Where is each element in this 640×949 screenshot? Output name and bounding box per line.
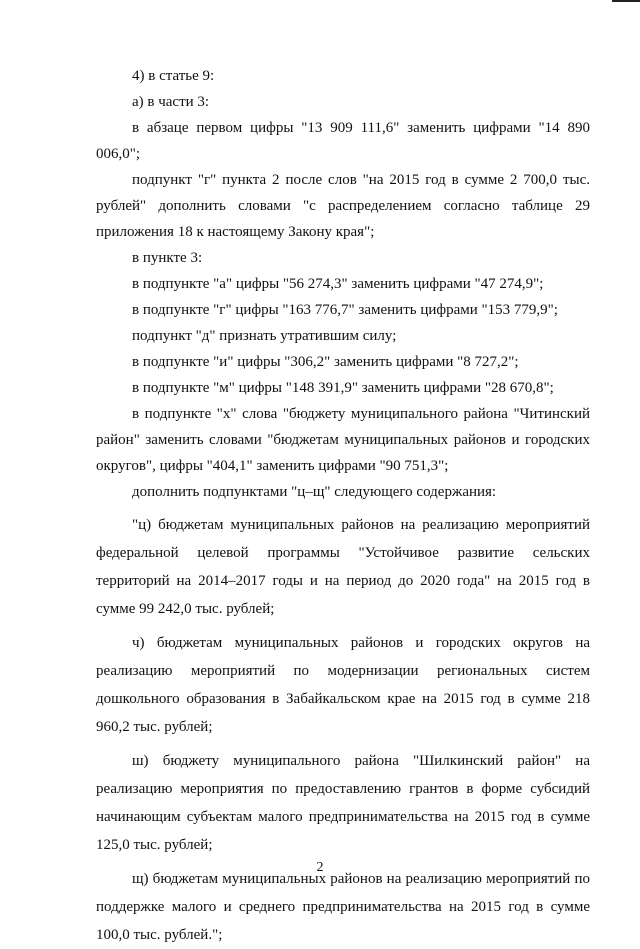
- paragraph-abzats-first: в абзаце первом цифры "13 909 111,6" заменить цифрами "14 890 006,0";: [96, 120, 590, 162]
- paragraph-subpoint-m: в подпункте "м" цифры "148 391,9" заменить цифрами "28 670,8";: [132, 380, 554, 396]
- paragraph-subpoint-g: подпункт "г" пункта 2 после слов "на 2015 год в сумме 2 700,0 тыс. рублей" дополнить словами "с распределением согласно таблице 29 приложения 18 к настоящему Закону края";: [96, 172, 590, 240]
- page-number: 2: [316, 860, 324, 875]
- scan-corner-mark: [612, 0, 640, 2]
- paragraph-subpoint-ch: ч) бюджетам муниципальных районов и городских округов на реализацию мероприятий по модернизации региональных систем дошкольного образования в Забайкальском крае на 2015 год в сумме 218 960,2 тыс. рублей;: [96, 635, 590, 735]
- paragraph-subpoint-g2: в подпункте "г" цифры "163 776,7" заменить цифрами "153 779,9";: [132, 302, 558, 318]
- paragraph-subpoint-shch: щ) бюджетам муниципальных районов на реализацию мероприятий по поддержке малого и среднего предпринимательства на 2015 год в сумме 100,0 тыс. рублей.";: [96, 871, 590, 943]
- paragraph-subpoint-ts: "ц) бюджетам муниципальных районов на реализацию мероприятий федеральной целевой программы "Устойчивое развитие сельских территорий на 2014–2017 годы и на период до 2020 года" на 2015 год в сумме 99 242,0 тыс. рублей;: [96, 517, 590, 617]
- paragraph-part-3: а) в части 3:: [132, 94, 210, 110]
- paragraph-article-9: 4) в статье 9:: [132, 68, 215, 84]
- paragraph-subpoint-sh: ш) бюджету муниципального района "Шилкинский район" на реализацию мероприятия по предоставлению грантов в форме субсидий начинающим субъектам малого предпринимательства на 2015 год в сумме 125,0 тыс. рублей;: [96, 753, 590, 853]
- paragraph-point-3: в пункте 3:: [132, 250, 203, 266]
- paragraph-subpoint-i: в подпункте "и" цифры "306,2" заменить цифрами "8 727,2";: [132, 354, 519, 370]
- document-body: [96, 63, 590, 949]
- paragraph-subpoint-d: подпункт "д" признать утратившим силу;: [132, 328, 397, 344]
- paragraph-subpoint-kh: в подпункте "х" слова "бюджету муниципального района "Читинский район" заменить словами "бюджетам муниципальных районов и городских округов", цифры "404,1" заменить цифрами "90 751,3";: [96, 406, 590, 474]
- paragraph-add-subpoints: дополнить подпунктами "ц–щ" следующего содержания:: [132, 484, 497, 500]
- paragraph-subpoint-a: в подпункте "а" цифры "56 274,3" заменить цифрами "47 274,9";: [132, 276, 544, 292]
